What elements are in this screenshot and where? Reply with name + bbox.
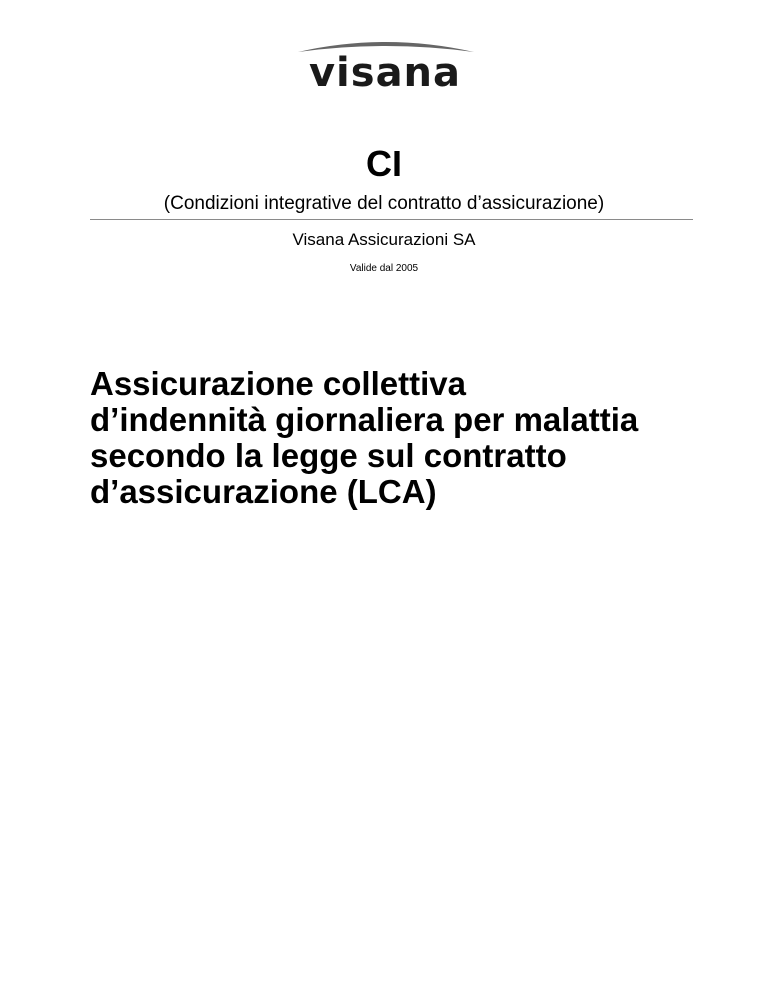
document-subtitle: (Condizioni integrative del contratto d’assicurazione) bbox=[163, 193, 605, 214]
title-line: Assicurazione collettiva bbox=[90, 365, 466, 402]
header-divider bbox=[90, 219, 693, 220]
company-name: Visana Assicurazioni SA bbox=[292, 230, 476, 249]
title-line: d’assicurazione (LCA) bbox=[90, 473, 437, 510]
logo-wordmark: visana bbox=[308, 50, 462, 90]
validity-note: Valide dal 2005 bbox=[349, 263, 419, 274]
title-line: secondo la legge sul contratto bbox=[90, 437, 567, 474]
visana-logo-mark bbox=[290, 34, 480, 90]
document-title bbox=[90, 366, 710, 510]
title-line: d’indennità giornaliera per malattia bbox=[90, 401, 639, 438]
document-code: CI bbox=[366, 143, 402, 184]
visana-logo bbox=[290, 34, 480, 90]
